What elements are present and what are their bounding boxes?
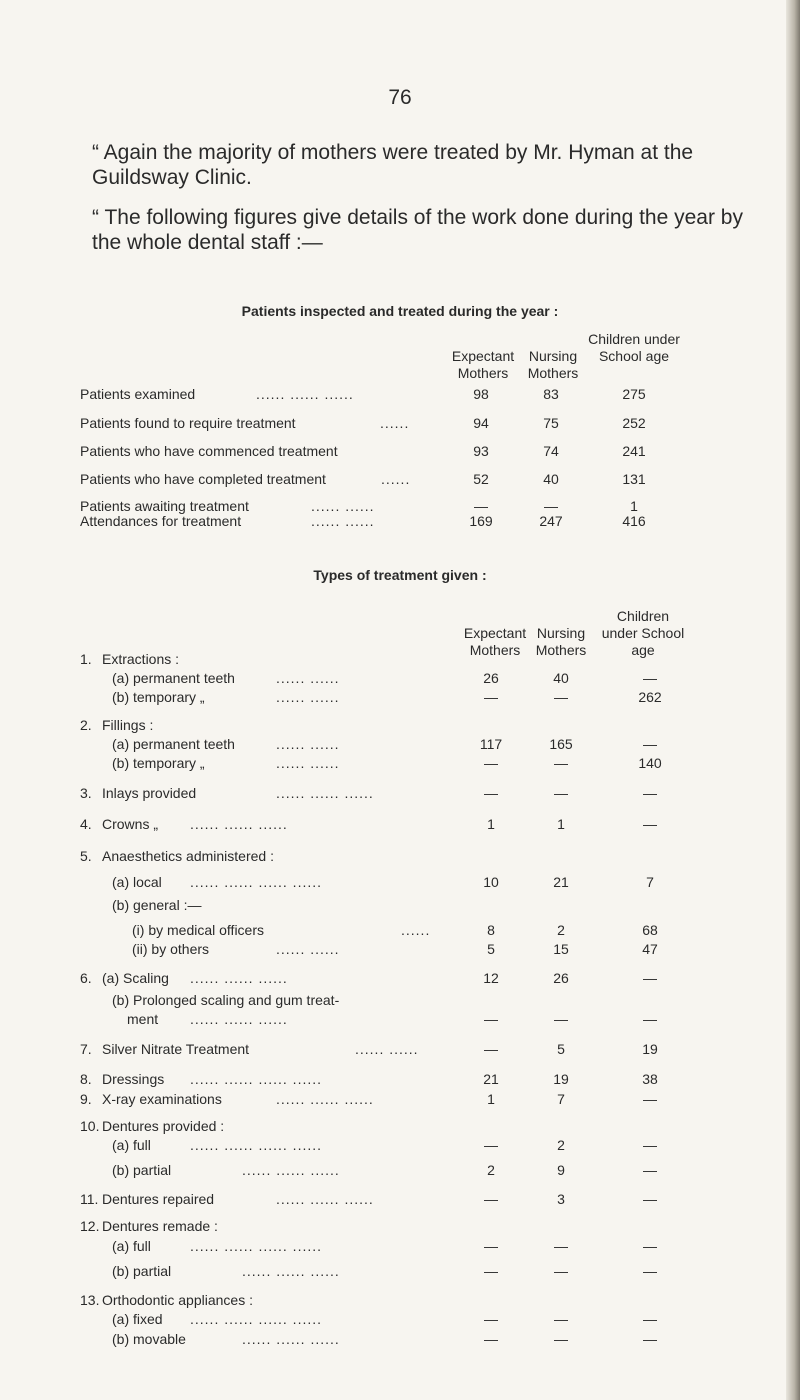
- value-nursing-mothers: —: [554, 785, 568, 801]
- value-children: 1: [630, 498, 638, 514]
- table-row: [80, 816, 770, 836]
- item-number: 10.: [80, 1118, 100, 1134]
- value-expectant-mothers: —: [484, 1041, 498, 1057]
- value-expectant-mothers: 26: [483, 670, 499, 686]
- table2-header-expectant: Expectant Mothers: [463, 625, 527, 658]
- value-expectant-mothers: 5: [487, 941, 495, 957]
- row-label: (b) movable: [112, 1331, 186, 1347]
- value-nursing-mothers: —: [554, 1331, 568, 1347]
- table-row: [80, 1011, 770, 1031]
- table-row: [80, 941, 770, 961]
- value-children: —: [643, 1263, 657, 1279]
- value-expectant-mothers: —: [484, 1311, 498, 1327]
- value-nursing-mothers: 40: [553, 670, 569, 686]
- table-row: [80, 1118, 770, 1138]
- value-children: —: [643, 785, 657, 801]
- leader-dots: ......: [380, 415, 410, 431]
- value-children: —: [643, 1191, 657, 1207]
- row-label: Silver Nitrate Treatment: [102, 1041, 250, 1057]
- leader-dots: ...... ...... ...... ......: [190, 1238, 323, 1254]
- value-nursing-mothers: 3: [557, 1191, 565, 1207]
- item-number: 13.: [80, 1292, 100, 1308]
- leader-dots: ...... ......: [311, 498, 375, 514]
- leader-dots: ...... ......: [276, 736, 340, 752]
- value-expectant-mothers: 117: [479, 736, 503, 752]
- page-number: 76: [388, 86, 412, 109]
- leader-dots: ......: [381, 471, 411, 487]
- value-expectant-mothers: 98: [473, 386, 489, 402]
- value-nursing-mothers: —: [544, 498, 558, 514]
- table-row: [80, 670, 770, 690]
- row-label: (a) fixed: [112, 1311, 163, 1327]
- table-row: [80, 415, 770, 435]
- leader-dots: ...... ......: [311, 513, 375, 529]
- value-nursing-mothers: 74: [543, 443, 559, 459]
- value-children: —: [643, 970, 657, 986]
- leader-dots: ...... ...... ......: [242, 1162, 340, 1178]
- table-row: [80, 1071, 770, 1091]
- leader-dots: ...... ...... ......: [190, 816, 288, 832]
- paragraph-2: “ The following figures give details of the work done during the year by the whole dental staff :—: [92, 206, 743, 254]
- table-row: [80, 736, 770, 756]
- value-children: 19: [642, 1041, 658, 1057]
- value-children: —: [643, 1011, 657, 1027]
- value-expectant-mothers: 21: [483, 1071, 499, 1087]
- item-number: 3.: [80, 785, 92, 801]
- item-number: 11.: [80, 1191, 99, 1207]
- row-label: Patients who have completed treatment: [80, 471, 326, 487]
- table1-header-expectant: Expectant Mothers: [451, 348, 515, 381]
- row-label: (a) Scaling: [102, 970, 169, 986]
- value-children: 38: [642, 1071, 658, 1087]
- table1-header-nursing: Nursing Mothers: [527, 348, 579, 381]
- table2-header-nursing: Nursing Mothers: [535, 625, 587, 658]
- value-nursing-mothers: —: [554, 1238, 568, 1254]
- value-children: 262: [638, 689, 662, 705]
- table-row: [80, 1311, 770, 1331]
- value-children: 416: [622, 513, 646, 529]
- value-expectant-mothers: —: [474, 498, 488, 514]
- row-label: (ii) by others: [132, 941, 210, 957]
- value-nursing-mothers: 165: [549, 736, 573, 752]
- value-nursing-mothers: 19: [553, 1071, 569, 1087]
- value-children: 241: [622, 443, 646, 459]
- value-expectant-mothers: 12: [483, 970, 499, 986]
- value-nursing-mothers: 2: [557, 922, 565, 938]
- value-children: —: [643, 1162, 657, 1178]
- row-label: (a) full: [112, 1238, 151, 1254]
- value-expectant-mothers: 1: [487, 816, 495, 832]
- value-nursing-mothers: 247: [539, 513, 563, 529]
- value-children: 68: [642, 922, 658, 938]
- value-expectant-mothers: —: [484, 1137, 498, 1153]
- page-edge: [786, 0, 800, 1400]
- row-label: (i) by medical officers: [132, 922, 265, 938]
- row-label: Patients found to require treatment: [80, 415, 296, 431]
- value-expectant-mothers: —: [484, 1191, 498, 1207]
- table2-header-children: Children under School age: [601, 608, 685, 658]
- value-expectant-mothers: 2: [487, 1162, 495, 1178]
- value-children: —: [643, 1311, 657, 1327]
- paragraph-1: “ Again the majority of mothers were treated by Mr. Hyman at the Guildsway Clinic.: [92, 141, 694, 189]
- row-label: Extractions :: [102, 651, 180, 667]
- row-label: (b) temporary „: [112, 755, 205, 771]
- row-label: Orthodontic appliances :: [102, 1292, 253, 1308]
- item-number: 7.: [80, 1041, 92, 1057]
- row-label: Patients who have commenced treatment: [80, 443, 338, 459]
- leader-dots: ...... ...... ......: [256, 386, 354, 402]
- table-row: [80, 1292, 770, 1312]
- value-nursing-mothers: 15: [553, 941, 569, 957]
- value-children: 131: [622, 471, 646, 487]
- value-children: 7: [646, 874, 654, 890]
- value-nursing-mothers: 5: [557, 1041, 565, 1057]
- value-expectant-mothers: 10: [483, 874, 499, 890]
- row-label: Dentures provided :: [102, 1118, 225, 1134]
- item-number: 8.: [80, 1071, 92, 1087]
- row-label: Patients awaiting treatment: [80, 498, 249, 514]
- value-children: 252: [622, 415, 646, 431]
- leader-dots: ...... ...... ......: [276, 785, 374, 801]
- table-row: [80, 651, 770, 671]
- value-nursing-mothers: 1: [557, 816, 565, 832]
- value-children: —: [643, 1238, 657, 1254]
- value-expectant-mothers: —: [484, 1238, 498, 1254]
- table-row: [80, 717, 770, 737]
- leader-dots: ...... ...... ...... ......: [190, 874, 323, 890]
- value-nursing-mothers: 40: [543, 471, 559, 487]
- leader-dots: ...... ......: [276, 670, 340, 686]
- table-row: [80, 1091, 770, 1111]
- value-nursing-mothers: —: [554, 689, 568, 705]
- leader-dots: ...... ...... ...... ......: [190, 1137, 323, 1153]
- item-number: 6.: [80, 970, 92, 986]
- value-nursing-mothers: 26: [553, 970, 569, 986]
- value-children: —: [643, 1137, 657, 1153]
- table-row: [80, 1191, 770, 1211]
- row-label: Inlays provided: [102, 785, 197, 801]
- item-number: 9.: [80, 1091, 92, 1107]
- item-number: 5.: [80, 848, 92, 864]
- table-row: [80, 755, 770, 775]
- row-label: (b) temporary „: [112, 689, 205, 705]
- row-label: Patients examined: [80, 386, 196, 402]
- value-nursing-mothers: —: [554, 1011, 568, 1027]
- leader-dots: ...... ...... ...... ......: [190, 1311, 323, 1327]
- table-row: [80, 471, 770, 491]
- value-nursing-mothers: 2: [557, 1137, 565, 1153]
- leader-dots: ...... ......: [276, 689, 340, 705]
- table-row: [80, 1218, 770, 1238]
- leader-dots: ...... ......: [276, 941, 340, 957]
- value-nursing-mothers: 83: [543, 386, 559, 402]
- value-expectant-mothers: —: [484, 755, 498, 771]
- item-number: 1.: [80, 651, 92, 667]
- leader-dots: ...... ......: [276, 755, 340, 771]
- value-expectant-mothers: 93: [473, 443, 489, 459]
- row-label: Dentures remade :: [102, 1218, 218, 1234]
- table-row: [80, 689, 770, 709]
- value-nursing-mothers: —: [554, 1263, 568, 1279]
- item-number: 12.: [80, 1218, 100, 1234]
- table-row: [80, 874, 770, 894]
- value-children: —: [643, 1091, 657, 1107]
- value-expectant-mothers: 52: [473, 471, 489, 487]
- row-label: Crowns „: [102, 816, 159, 832]
- item-number: 2.: [80, 717, 92, 733]
- value-expectant-mothers: 1: [487, 1091, 495, 1107]
- table-row: [80, 1162, 770, 1182]
- value-nursing-mothers: 7: [557, 1091, 565, 1107]
- leader-dots: ...... ...... ......: [190, 1011, 288, 1027]
- value-expectant-mothers: —: [484, 1011, 498, 1027]
- value-nursing-mothers: 21: [553, 874, 569, 890]
- table-row: [80, 513, 770, 533]
- value-expectant-mothers: 94: [473, 415, 489, 431]
- table-row: [80, 970, 770, 990]
- table1-header-children: Children under School age: [588, 331, 680, 364]
- value-expectant-mothers: —: [484, 785, 498, 801]
- row-label: ment: [127, 1011, 159, 1027]
- row-label: Dentures repaired: [102, 1191, 215, 1207]
- row-label: (b) partial: [112, 1263, 172, 1279]
- value-expectant-mothers: 8: [487, 922, 495, 938]
- value-expectant-mothers: —: [484, 689, 498, 705]
- table-row: [80, 1238, 770, 1258]
- value-nursing-mothers: —: [554, 755, 568, 771]
- table-row: [80, 1331, 770, 1351]
- value-expectant-mothers: —: [484, 1263, 498, 1279]
- row-label: (a) full: [112, 1137, 151, 1153]
- value-children: —: [643, 670, 657, 686]
- row-label: (b) partial: [112, 1162, 172, 1178]
- row-label: (a) permanent teeth: [112, 670, 235, 686]
- row-label: (a) permanent teeth: [112, 736, 235, 752]
- table-row: [80, 443, 770, 463]
- table-row: [80, 1137, 770, 1157]
- table1-title: Patients inspected and treated during the year :: [241, 303, 559, 319]
- leader-dots: ...... ...... ......: [242, 1263, 340, 1279]
- value-expectant-mothers: 169: [469, 513, 493, 529]
- leader-dots: ...... ...... ......: [190, 970, 288, 986]
- row-label: X-ray examinations: [102, 1091, 222, 1107]
- row-label: (a) local: [112, 874, 162, 890]
- value-expectant-mothers: —: [484, 1331, 498, 1347]
- leader-dots: ...... ...... ......: [276, 1191, 374, 1207]
- leader-dots: ...... ...... ......: [276, 1091, 374, 1107]
- table-row: [80, 785, 770, 805]
- value-children: —: [643, 736, 657, 752]
- row-label: Anaesthetics administered :: [102, 848, 274, 864]
- table-row: [80, 992, 770, 1012]
- leader-dots: ...... ...... ...... ......: [190, 1071, 323, 1087]
- leader-dots: ......: [401, 922, 431, 938]
- table-row: [80, 1263, 770, 1283]
- table2-title: Types of treatment given :: [313, 567, 487, 583]
- table-row: [80, 922, 770, 942]
- leader-dots: ...... ......: [355, 1041, 419, 1057]
- table-row: [80, 1041, 770, 1061]
- value-children: 47: [642, 941, 658, 957]
- row-label: (b) general :—: [112, 897, 202, 913]
- row-label: (b) Prolonged scaling and gum treat-: [112, 992, 340, 1008]
- leader-dots: ...... ...... ......: [242, 1331, 340, 1347]
- table-row: [80, 386, 770, 406]
- table-row: [80, 848, 770, 868]
- value-children: —: [643, 816, 657, 832]
- row-label: Attendances for treatment: [80, 513, 242, 529]
- row-label: Dressings: [102, 1071, 165, 1087]
- item-number: 4.: [80, 816, 92, 832]
- table-row: [80, 897, 770, 917]
- value-nursing-mothers: —: [554, 1311, 568, 1327]
- value-children: —: [643, 1331, 657, 1347]
- value-nursing-mothers: 75: [543, 415, 559, 431]
- value-nursing-mothers: 9: [557, 1162, 565, 1178]
- value-children: 140: [638, 755, 662, 771]
- value-children: 275: [622, 386, 646, 402]
- row-label: Fillings :: [102, 717, 154, 733]
